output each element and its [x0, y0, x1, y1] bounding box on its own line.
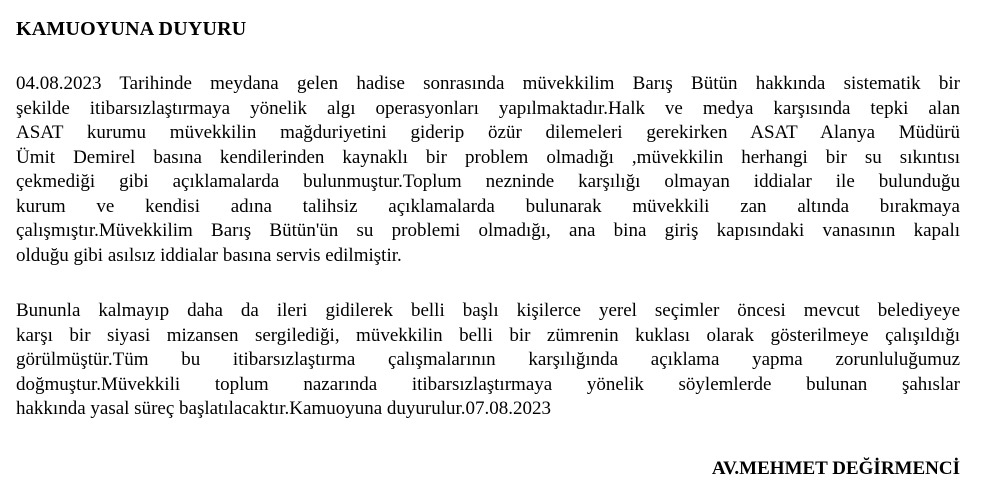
paragraph-line: olduğu gibi asılsız iddialar basına servis edilmiştir. [16, 244, 402, 266]
paragraph-line: Bununla kalmayıp daha da ileri gidilerek belli başlı kişilerce yerel seçimler öncesi mevcut belediyeye [16, 300, 960, 321]
paragraph-1 [16, 72, 960, 268]
paragraph-line: Ümit Demirel basına kendilerinden kaynaklı bir problem olmadığı ,müvekkilin herhangi bir su sıkıntısı [16, 146, 960, 168]
paragraph-line: çekmediği gibi açıklamalarda bulunmuştur.Toplum nezninde karşılığı olmayan iddialar ile bulunduğu [16, 171, 960, 192]
paragraph-line: karşı bir siyasi mizansen sergilediği, müvekkilin belli bir zümrenin kuklası olarak gösterilmeye çalışıldığı [16, 324, 960, 346]
paragraph-line: hakkında yasal süreç başlatılacaktır.Kamuoyuna duyurulur.07.08.2023 [16, 398, 552, 419]
paragraph-line: kurum ve kendisi adına talihsiz açıklamalarda bulunarak müvekkili zan altında bırakmaya [16, 195, 960, 217]
paragraph-line: 04.08.2023 Tarihinde meydana gelen hadise sonrasında müvekkilim Barış Bütün hakkında sistematik bir [16, 73, 960, 94]
paragraph-line: çalışmıştır.Müvekkilim Barış Bütün'ün su problemi olmadığı, ana bina giriş kapısındaki vanasının kapalı [16, 220, 960, 241]
paragraph-line: şekilde itibarsızlaştırmaya yönelik algı operasyonları yapılmaktadır.Halk ve medya karşısında tepki alan [16, 97, 960, 119]
document-title: KAMUOYUNA DUYURU [16, 18, 247, 40]
paragraph-line: görülmüştür.Tüm bu itibarsızlaştırma çalışmalarının karşılığında açıklama yapma zorunluluğumuz [16, 349, 960, 370]
paragraph-2 [16, 299, 960, 422]
paragraph-line: doğmuştur.Müvekkili toplum nazarında itibarsızlaştırmaya yönelik söylemlerde bulunan şahıslar [16, 373, 960, 395]
signature: AV.MEHMET DEĞİRMENCİ [711, 458, 960, 479]
paragraph-line: ASAT kurumu müvekkilin mağduriyetini giderip özür dilemeleri gerekirken ASAT Alanya Müdürü [16, 122, 960, 143]
